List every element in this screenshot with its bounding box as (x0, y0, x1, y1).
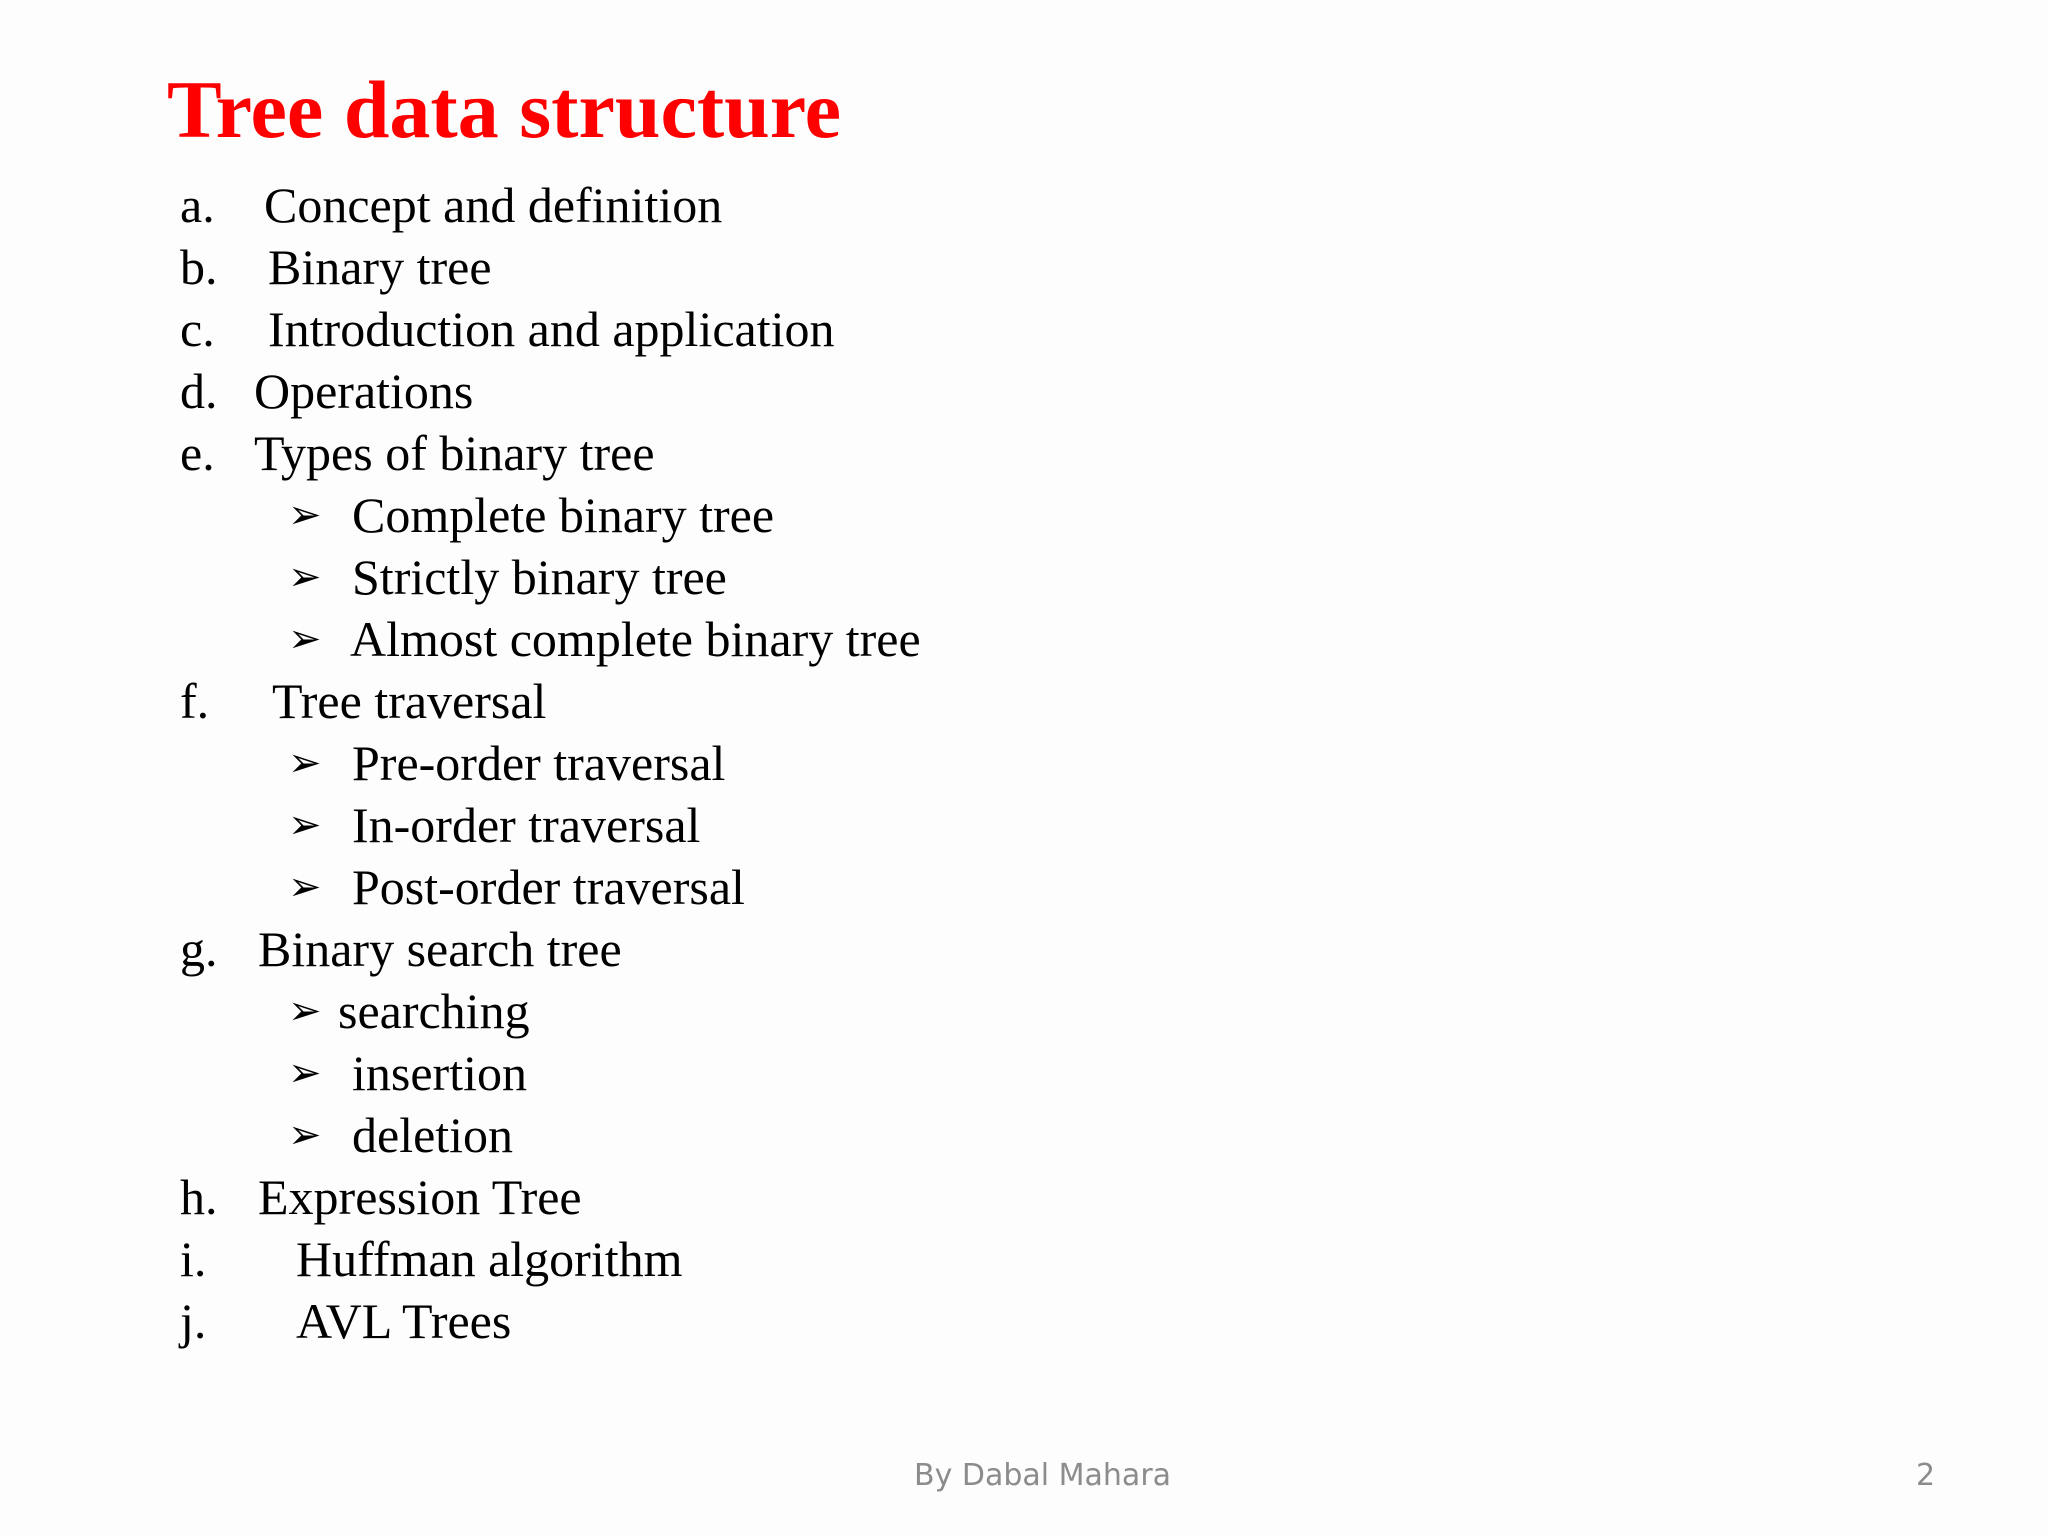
arrow-bullet-icon: ➢ (288, 740, 322, 786)
subtopic-text: Post-order traversal (352, 859, 745, 915)
subtopic-item (180, 794, 1380, 856)
arrow-bullet-icon: ➢ (288, 864, 322, 910)
subtopic-text: insertion (352, 1045, 527, 1101)
arrow-bullet-icon: ➢ (288, 1050, 322, 1096)
topic-text: Binary tree (268, 239, 492, 295)
topic-text: Introduction and application (268, 301, 835, 357)
topic-marker: j. (180, 1293, 207, 1349)
topic-text: Tree traversal (272, 673, 547, 729)
topic-marker: c. (180, 301, 215, 357)
topic-marker: f. (180, 673, 210, 729)
subtopic-item (180, 608, 1380, 670)
topic-marker: d. (180, 363, 218, 419)
subtopic-item (180, 856, 1380, 918)
topic-item (180, 670, 1380, 732)
arrow-bullet-icon: ➢ (288, 1112, 322, 1158)
subtopic-item (180, 546, 1380, 608)
subtopic-item (180, 1042, 1380, 1104)
topic-text: Expression Tree (258, 1169, 582, 1225)
topic-item (180, 360, 1380, 422)
topic-item (180, 422, 1380, 484)
topic-item (180, 298, 1380, 360)
arrow-bullet-icon: ➢ (288, 616, 322, 662)
topic-text: AVL Trees (296, 1293, 512, 1349)
subtopic-item (180, 980, 1380, 1042)
subtopic-text: deletion (352, 1107, 514, 1163)
topic-marker: i. (180, 1231, 207, 1287)
topic-marker: g. (180, 921, 218, 977)
subtopic-text: Complete binary tree (352, 487, 775, 543)
topic-item (180, 1166, 1380, 1228)
topic-marker: a. (180, 177, 215, 233)
subtopic-text: Almost complete binary tree (350, 611, 921, 667)
topic-text: Binary search tree (258, 921, 622, 977)
topic-text: Huffman algorithm (296, 1231, 683, 1287)
subtopic-item (180, 484, 1380, 546)
topic-marker: e. (180, 425, 215, 481)
footer-author: By Dabal Mahara (914, 1458, 1172, 1493)
topic-text: Types of binary tree (254, 425, 655, 481)
topic-list (180, 174, 1380, 1352)
topic-marker: b. (180, 239, 218, 295)
topic-item (180, 1228, 1380, 1290)
subtopic-text: Pre-order traversal (352, 735, 726, 791)
subtopic-text: Strictly binary tree (352, 549, 727, 605)
arrow-bullet-icon: ➢ (288, 988, 322, 1034)
topic-item (180, 1290, 1380, 1352)
subtopic-item (180, 1104, 1380, 1166)
topic-text: Operations (254, 363, 474, 419)
topic-marker: h. (180, 1169, 218, 1225)
subtopic-text: In-order traversal (352, 797, 701, 853)
subtopic-item (180, 732, 1380, 794)
topic-item (180, 918, 1380, 980)
arrow-bullet-icon: ➢ (288, 492, 322, 538)
page-number: 2 (1916, 1458, 1936, 1493)
topic-item (180, 174, 1380, 236)
subtopic-text: searching (338, 983, 530, 1039)
arrow-bullet-icon: ➢ (288, 554, 322, 600)
topic-text: Concept and definition (264, 177, 723, 233)
slide-title: Tree data structure (167, 64, 842, 155)
arrow-bullet-icon: ➢ (288, 802, 322, 848)
topic-item (180, 236, 1380, 298)
